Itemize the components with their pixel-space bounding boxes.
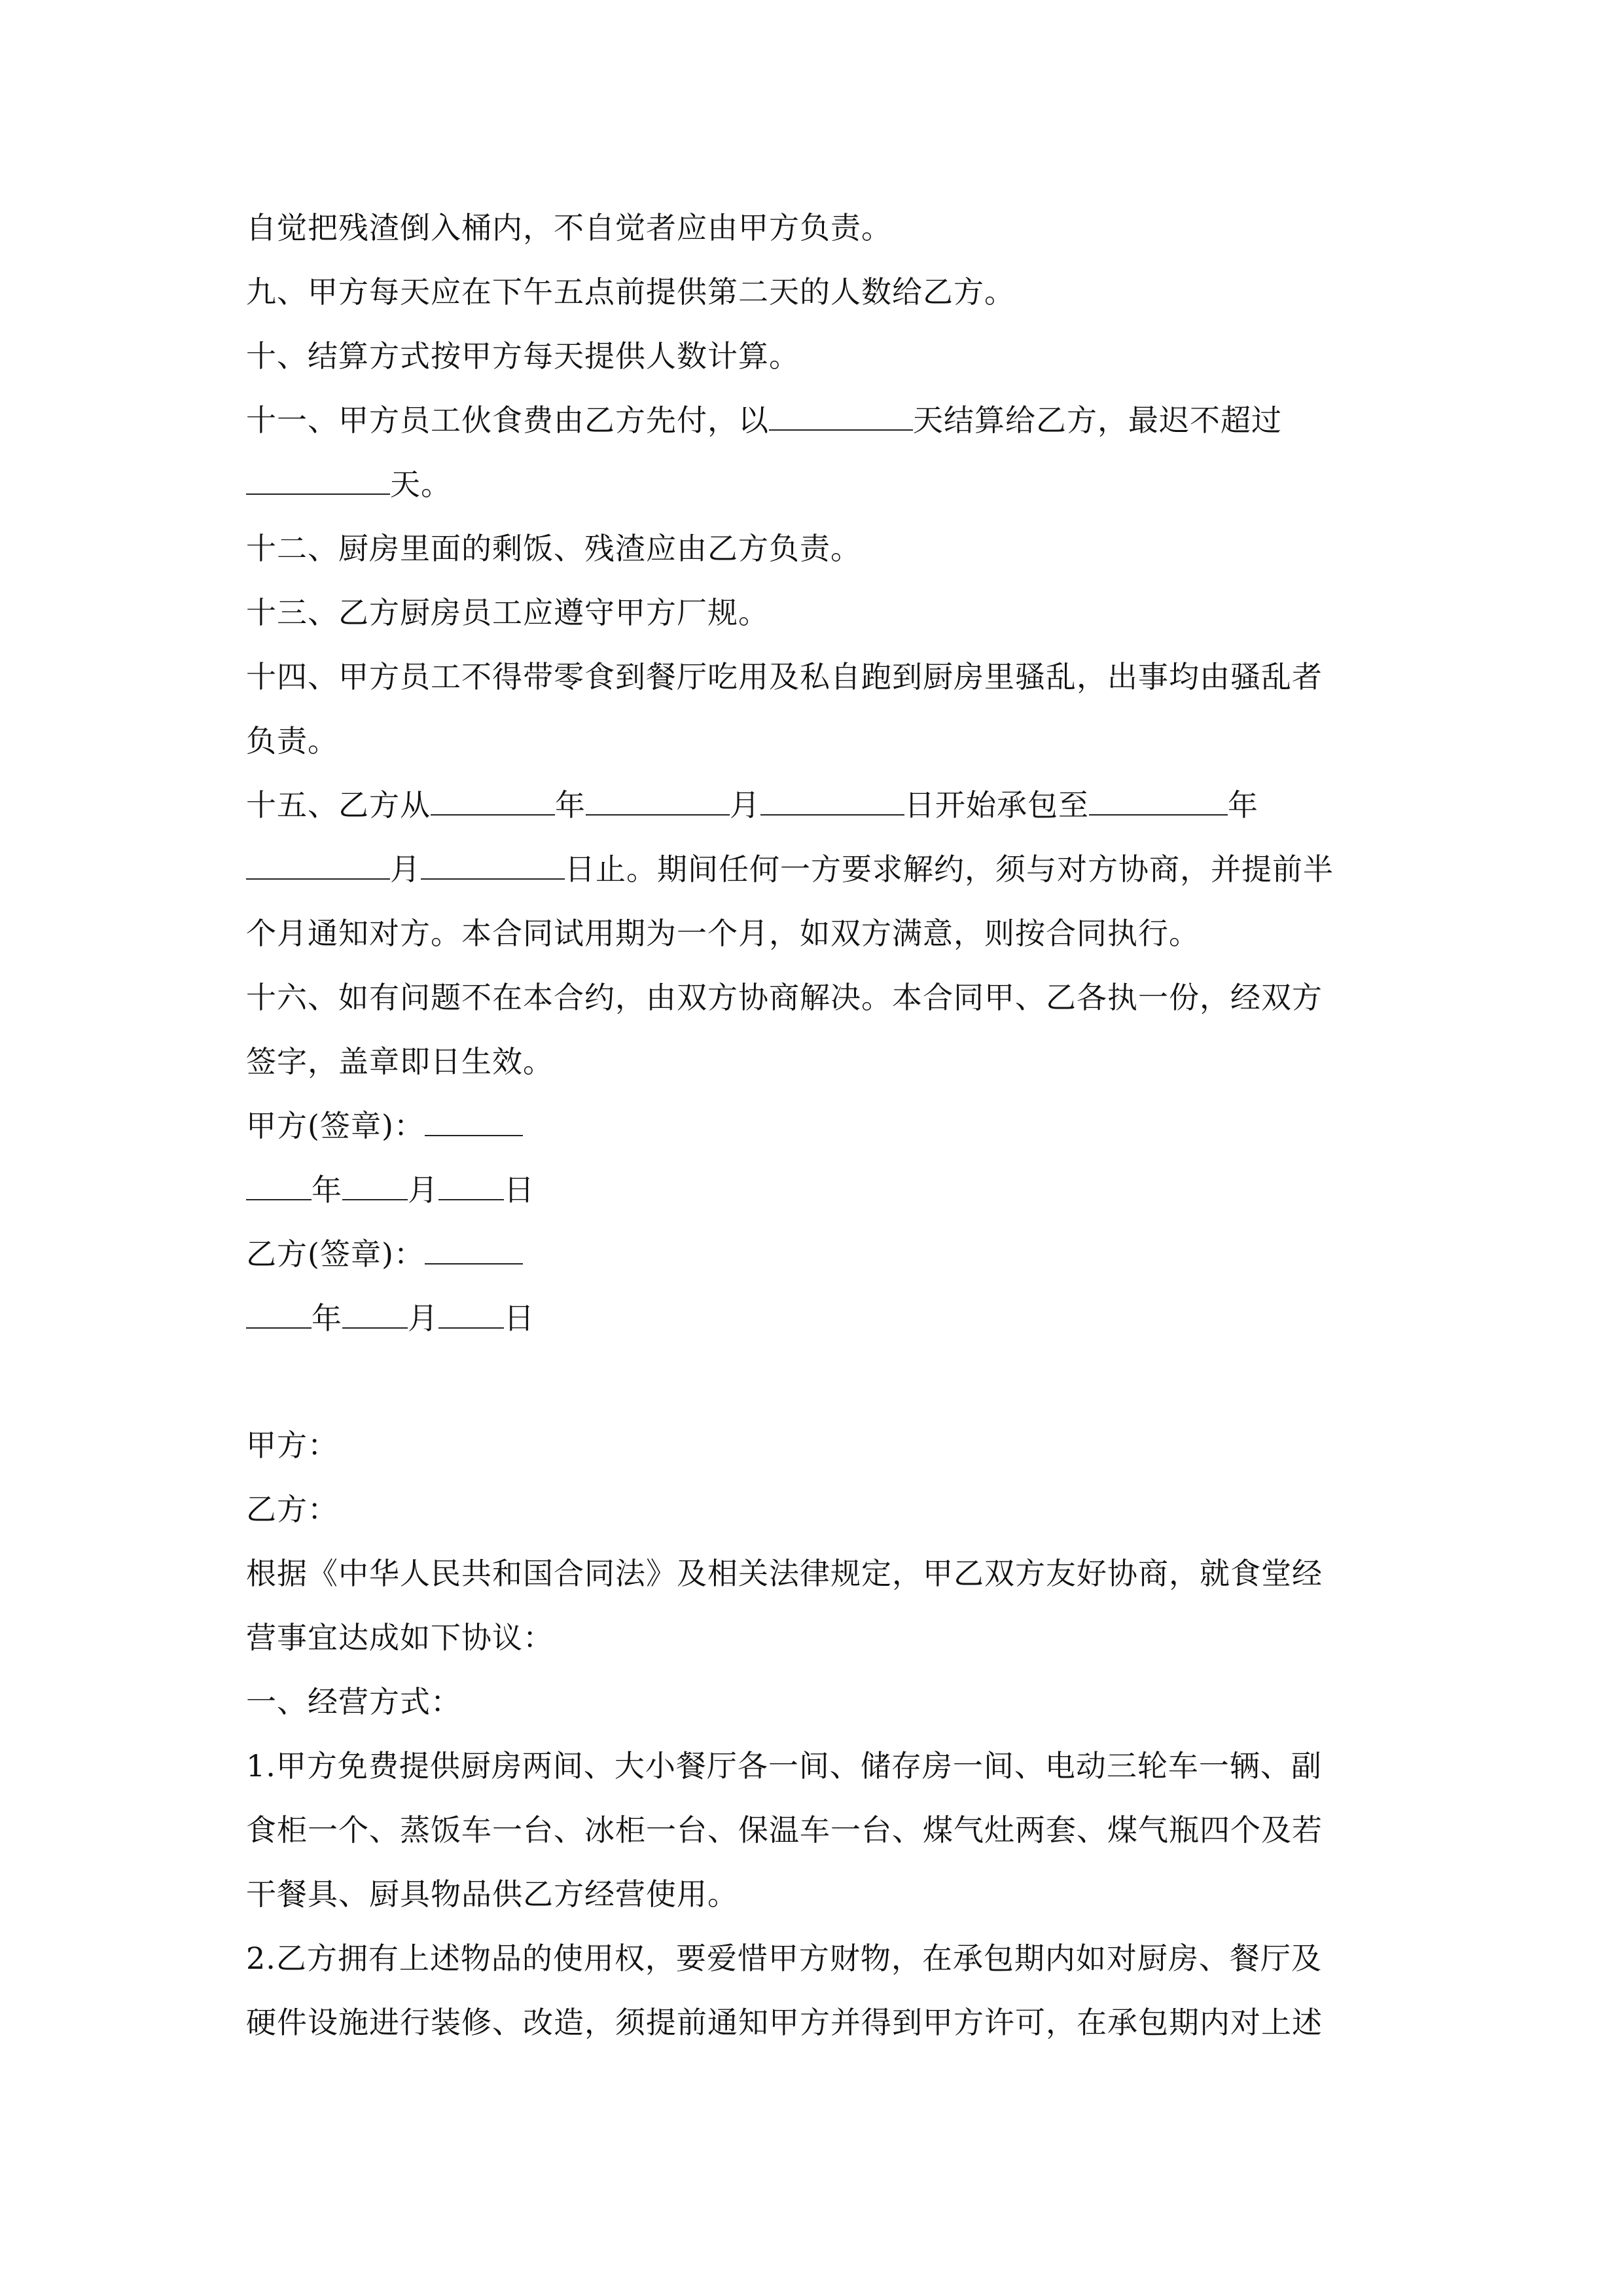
intro-paragraph-cont: 营事宜达成如下协议： (246, 1620, 554, 1655)
signature-party-b (246, 1234, 1398, 1274)
section-heading-1: 一、经营方式： (246, 1684, 461, 1719)
clause-15-month: 月 (730, 787, 760, 823)
intro-paragraph: 根据《中华人民共和国合同法》及相关法律规定，甲乙双方友好协商，就食堂经 (246, 1556, 1323, 1591)
start-month-blank (586, 785, 730, 816)
date-a-year-blank (246, 1170, 312, 1200)
signature-b-label: 乙方(签章)： (246, 1236, 425, 1272)
party-b-label: 乙方： (246, 1492, 338, 1527)
clause-13: 十三、乙方厨房员工应遵守甲方厂规。 (246, 595, 769, 630)
clause-15-text-a: 十五、乙方从 (246, 787, 431, 823)
date-b-year-blank (246, 1299, 312, 1329)
signature-party-a (246, 1106, 1398, 1145)
clause-11-text-a: 十一、甲方员工伙食费由乙方先付，以 (246, 403, 769, 438)
date-b-month-blank (342, 1299, 408, 1329)
date-b-year: 年 (312, 1300, 342, 1336)
clause-12: 十二、厨房里面的剩饭、残渣应由乙方负责。 (246, 531, 861, 566)
start-day-blank (760, 785, 904, 816)
item-1-cont-2: 干餐具、厨具物品供乙方经营使用。 (246, 1876, 738, 1912)
clause-14-cont: 负责。 (246, 723, 338, 759)
clause-15-year: 年 (555, 787, 586, 823)
date-b-month: 月 (408, 1300, 438, 1336)
date-a-day-blank (438, 1170, 504, 1200)
clause-9: 九、甲方每天应在下午五点前提供第二天的人数给乙方。 (246, 274, 1015, 310)
signature-b-date (246, 1299, 1398, 1338)
clause-15 (246, 785, 1398, 825)
start-year-blank (431, 785, 555, 816)
item-1: 1.甲方免费提供厨房两间、大小餐厅各一间、储存房一间、电动三轮车一辆、副 (246, 1748, 1322, 1784)
item-2: 2.乙方拥有上述物品的使用权，要爱惜甲方财物，在承包期内如对厨房、餐厅及 (246, 1941, 1322, 1976)
date-a-month-blank (342, 1170, 408, 1200)
clause-15-month-2: 月 (390, 852, 421, 887)
clause-15-text-d: 日开始承包至 (904, 787, 1089, 823)
end-day-blank (421, 850, 565, 880)
max-days-blank (246, 465, 390, 495)
signature-b-blank (425, 1234, 523, 1265)
clause-16-cont: 签字，盖章即日生效。 (246, 1044, 554, 1079)
clause-11-text-c: 天。 (390, 467, 452, 502)
clause-11-text-b: 天结算给乙方，最迟不超过 (913, 403, 1282, 438)
text-line: 自觉把残渣倒入桶内，不自觉者应由甲方负责。 (246, 210, 892, 245)
date-a-year: 年 (312, 1172, 342, 1208)
clause-10: 十、结算方式按甲方每天提供人数计算。 (246, 338, 800, 374)
signature-a-blank (425, 1106, 523, 1136)
item-1-cont: 食柜一个、蒸饭车一台、冰柜一台、保温车一台、煤气灶两套、煤气瓶四个及若 (246, 1812, 1323, 1848)
item-2-cont: 硬件设施进行装修、改造，须提前通知甲方并得到甲方许可，在承包期内对上述 (246, 2005, 1323, 2040)
party-a-label: 甲方： (246, 1427, 338, 1463)
date-b-day-blank (438, 1299, 504, 1329)
clause-15-cont (246, 850, 1398, 889)
signature-a-date (246, 1170, 1398, 1210)
clause-15-cont-2: 个月通知对方。本合同试用期为一个月，如双方满意，则按合同执行。 (246, 916, 1200, 951)
clause-11-cont (246, 465, 1398, 504)
end-year-blank (1089, 785, 1228, 816)
signature-a-label: 甲方(签章)： (246, 1108, 425, 1143)
clause-11 (246, 401, 1398, 440)
date-a-month: 月 (408, 1172, 438, 1208)
clause-15-year-2: 年 (1228, 787, 1258, 823)
end-month-blank (246, 850, 390, 880)
clause-16: 十六、如有问题不在本合约，由双方协商解决。本合同甲、乙各执一份，经双方 (246, 980, 1323, 1015)
clause-15-text-b: 日止。期间任何一方要求解约，须与对方协商，并提前半 (565, 852, 1334, 887)
date-b-day: 日 (504, 1300, 535, 1336)
date-a-day: 日 (504, 1172, 535, 1208)
clause-14: 十四、甲方员工不得带零食到餐厅吃用及私自跑到厨房里骚乱，出事均由骚乱者 (246, 659, 1323, 694)
settlement-days-blank (769, 401, 913, 431)
